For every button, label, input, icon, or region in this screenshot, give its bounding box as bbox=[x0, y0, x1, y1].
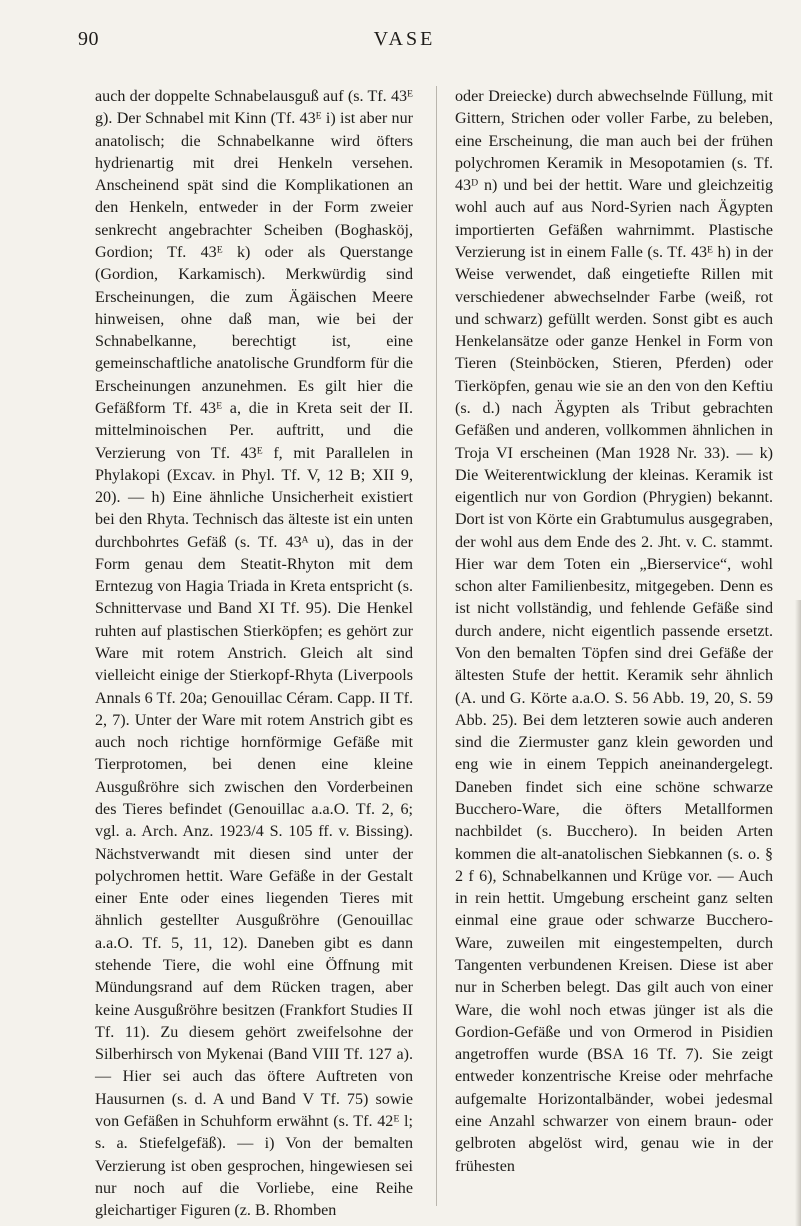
page-edge-shadow bbox=[795, 600, 801, 1226]
right-column bbox=[455, 86, 773, 1178]
running-title: VASE bbox=[373, 28, 436, 50]
left-column bbox=[95, 86, 413, 1222]
column-divider bbox=[436, 86, 437, 1206]
right-column-text: oder Dreiecke) durch abwechselnde Füllung, mit Gittern, Strichen oder voller Farbe, zu beleben, eine Erscheinung, die man auch bei der frühen polychromen Keramik in Mesopotamien (s. Tf. 43ᴰ n) und bei der hettit. Ware und gleichzeitig wohl auch auf aus Nord-Syrien nach Ägypten importierten Gefäßen wahrnimmt. Plastische Verzierung ist in einem Falle (s. Tf. 43ᴱ h) in der Weise verwendet, daß eingetiefte Rillen mit verschiedener abwechselnder Farbe (weiß, rot und schwarz) gefüllt werden. Sonst gibt es auch Henkelansätze oder ganze Henkel in Form von Tieren (Steinböcken, Stieren, Pferden) oder Tierköpfen, genau wie sie an den von den Keftiu (s. d.) nach Ägypten als Tribut gebrachten Gefäßen und anderen, vollkommen ähnlichen in Troja VI erscheinen (Man 1928 Nr. 33). — k) Die Weiterentwicklung der kleinas. Keramik ist eigentlich nur von Gordion (Phrygien) bekannt. Dort ist von Körte ein Grabtumulus ausgegraben, der wohl aus dem Ende des 2. Jht. v. C. stammt. Hier war dem Toten ein „Bierservice“, wohl schon alter Familienbesitz, mitgegeben. Denn es ist nicht vollständig, und fehlende Gefäße sind durch andere, nicht eigentlich passende ersetzt. Von den bemalten Töpfen sind drei Gefäße der ältesten Stufe der hettit. Keramik sehr ähnlich (A. und G. Körte a.a.O. S. 56 Abb. 19, 20, S. 59 Abb. 25). Bei dem letzteren sowie auch anderen sind die Ziermuster ganz klein geworden und eng wie in einem Teppich aneinandergelegt. Daneben findet sich eine schöne schwarze Bucchero-Ware, die öfters Metallformen nachbildet (s. Bucchero). In beiden Arten kommen die alt-anatolischen Siebkannen (s. o. § 2 f 6), Schnabelkannen und Krüge vor. — Auch in rein hettit. Umgebung erscheint ganz selten einmal eine graue oder schwarze Bucchero-Ware, zuweilen mit eingestempelten, durch Tangenten verbundenen Kreisen. Diese ist aber nur in Scherben belegt. Das gilt auch von einer Ware, die wohl noch etwas jünger ist als die Gordion-Gefäße und von Ormerod in Pisidien angetroffen wurde (BSA 16 Tf. 7). Sie zeigt entweder konzentrische Kreise oder mehrfache aufgemalte Horizontalbänder, wobei jedesmal eine Anzahl schwarzer von einem braun- oder gelbroten abgelöst wird, genau wie in der frühesten bbox=[455, 88, 773, 1175]
page-number: 90 bbox=[78, 28, 99, 50]
left-column-text: auch der doppelte Schnabelausguß auf (s. Tf. 43ᴱ g). Der Schnabel mit Kinn (Tf. 43ᴱ i) ist aber nur anatolisch; die Schnabelkanne wird öfters hydrienartig mit drei Henkeln versehen. Anscheinend spät sind die Komplikationen an den Henkeln, entweder in der Form zweier senkrecht angebrachter Scheiben (Boghasköj, Gordion; Tf. 43ᴱ k) oder als Querstange (Gordion, Karkamisch). Merkwürdig sind Erscheinungen, die zum Ägäischen Meere hinweisen, ohne daß man, wie bei der Schnabelkanne, berechtigt ist, eine gemeinschaftliche anatolische Grundform für die Erscheinungen anzunehmen. Es gilt hier die Gefäßform Tf. 43ᴱ a, die in Kreta seit der II. mittelminoischen Per. auftritt, und die Verzierung von Tf. 43ᴱ f, mit Parallelen in Phylakopi (Excav. in Phyl. Tf. V, 12 B; XII 9, 20). — h) Eine ähnliche Unsicherheit existiert bei den Rhyta. Technisch das älteste ist ein unten durchbohrtes Gefäß (s. Tf. 43ᴬ u), das in der Form genau dem Steatit-Rhyton mit dem Erntezug von Hagia Triada in Kreta entspricht (s. Schnittervase und Band XI Tf. 95). Die Henkel ruhten auf plastischen Stierköpfen; es gehört zur Ware mit rotem Anstrich. Gleich alt sind vielleicht einige der Stierkopf-Rhyta (Liverpools Annals 6 Tf. 20a; Genouillac Céram. Capp. II Tf. 2, 7). Unter der Ware mit rotem Anstrich gibt es auch noch richtige hornförmige Gefäße mit Tierprotomen, bei denen eine kleine Ausgußröhre sich zwischen den Vorderbeinen des Tieres befindet (Genouillac a.a.O. Tf. 2, 6; vgl. a. Arch. Anz. 1923/4 S. 105 ff. v. Bissing). Nächstverwandt mit diesen sind unter der polychromen hettit. Ware Gefäße in der Gestalt einer Ente oder eines liegenden Tieres mit ähnlich gestellter Ausgußröhre (Genouillac a.a.O. Tf. 5, 11, 12). Daneben gibt es dann stehende Tiere, die wohl eine Öffnung mit Mündungsrand auf dem Rücken tragen, aber keine Ausgußröhre besitzen (Frankfort Studies II Tf. 11). Zu diesem gehört zweifelsohne der Silberhirsch von Mykenai (Band VIII Tf. 127 a). — Hier sei auch das öftere Auftreten von Hausurnen (s. d. A und Band V Tf. 75) sowie von Gefäßen in Schuhform erwähnt (s. Tf. 42ᴱ l; s. a. Stiefelgefäß). — i) Von der bemalten Verzierung ist oben gesprochen, hingewiesen sei nur noch auf die Vorliebe, eine Reihe gleichartiger Figuren (z. B. Rhomben bbox=[95, 88, 413, 1220]
